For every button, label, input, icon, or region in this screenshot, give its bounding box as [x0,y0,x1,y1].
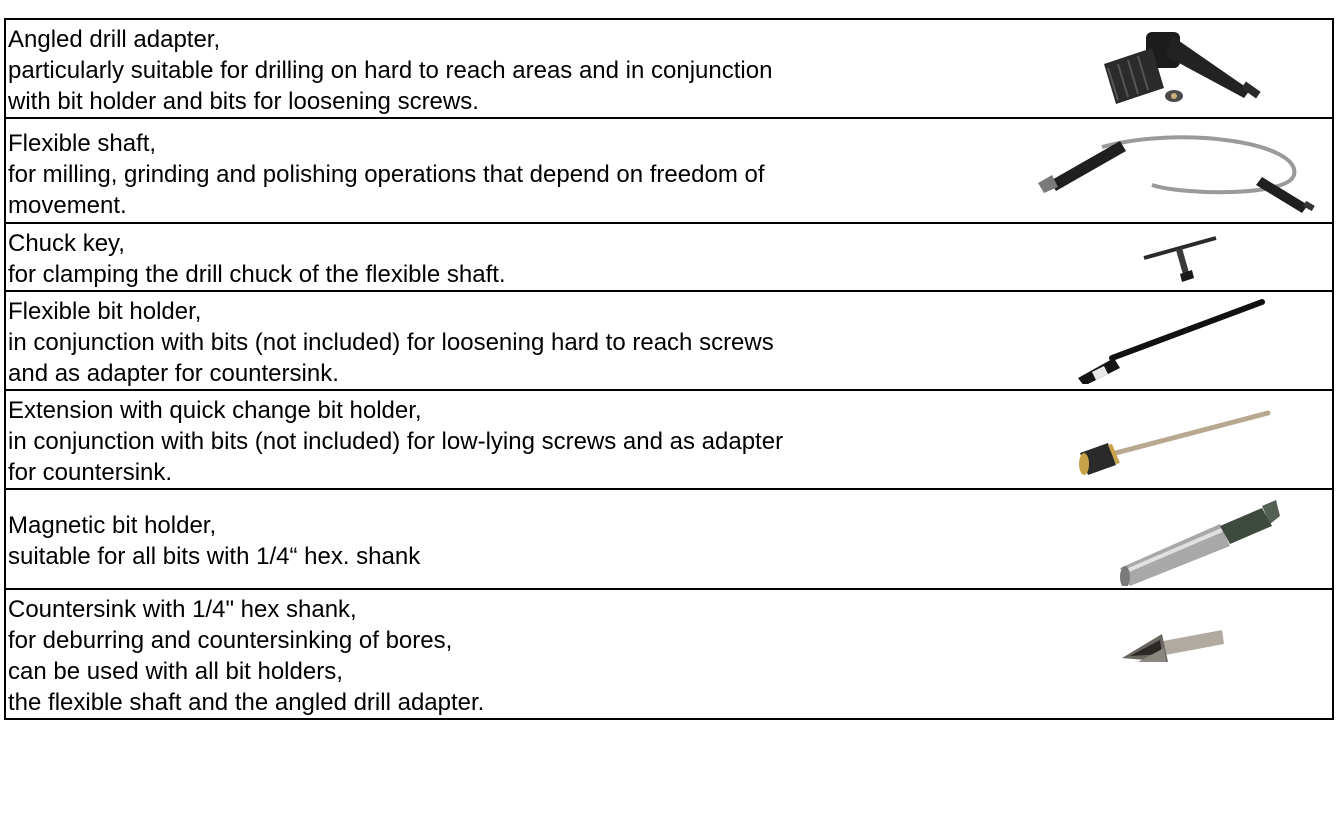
accessory-title: Magnetic bit holder, [8,512,217,539]
table-row [5,223,1333,291]
accessory-description-cell [5,589,922,719]
magnetic-bit-holder-image [1112,496,1282,586]
accessory-image-cell [922,118,1333,223]
accessory-description-cell [5,489,922,589]
table-row [5,390,1333,489]
chuck-key-image [1140,230,1220,284]
flexible-bit-holder-image [1072,298,1272,384]
accessories-table [4,18,1334,720]
accessory-image-cell [922,390,1333,489]
extension-bit-holder-image [1072,399,1272,483]
table-row [5,19,1333,118]
accessory-description-line: for deburring and countersinking of bores, [8,627,453,654]
accessory-title: Extension with quick change bit holder, [8,397,422,424]
accessory-image-cell [922,19,1333,118]
accessory-description-line: movement. [8,192,127,219]
accessory-description-line: and as adapter for countersink. [8,360,339,387]
flexible-shaft-image [1032,125,1322,220]
accessory-image-cell [922,589,1333,719]
accessory-description-cell [5,118,922,223]
accessory-description-cell [5,223,922,291]
accessory-title: Flexible shaft, [8,130,157,157]
accessory-description-line: for countersink. [8,459,173,486]
accessory-description-line: the flexible shaft and the angled drill adapter. [8,689,485,716]
table-row [5,589,1333,719]
accessory-description-line: suitable for all bits with 1/4“ hex. shank [8,543,421,570]
accessory-title: Chuck key, [8,230,125,257]
table-row [5,489,1333,589]
accessory-description-cell [5,390,922,489]
table-row [5,118,1333,223]
accessory-title: Angled drill adapter, [8,26,221,53]
accessory-image-cell [922,223,1333,291]
accessory-image-cell [922,489,1333,589]
angled-drill-adapter-image [1082,24,1262,114]
accessory-title: Flexible bit holder, [8,298,202,325]
accessory-description-line: for milling, grinding and polishing operations that depend on freedom of [8,161,765,188]
accessory-description-line: can be used with all bit holders, [8,658,343,685]
accessory-image-cell [922,291,1333,390]
countersink-image [1118,612,1228,682]
accessory-title: Countersink with 1/4" hex shank, [8,596,357,623]
accessory-description-cell [5,19,922,118]
table-row [5,291,1333,390]
accessory-description-cell [5,291,922,390]
accessory-description-line: in conjunction with bits (not included) for low-lying screws and as adapter [8,428,784,455]
accessory-description-line: with bit holder and bits for loosening screws. [8,88,479,115]
accessory-description-line: for clamping the drill chuck of the flexible shaft. [8,261,506,288]
accessory-description-line: particularly suitable for drilling on hard to reach areas and in conjunction [8,57,773,84]
accessory-description-line: in conjunction with bits (not included) for loosening hard to reach screws [8,329,774,356]
